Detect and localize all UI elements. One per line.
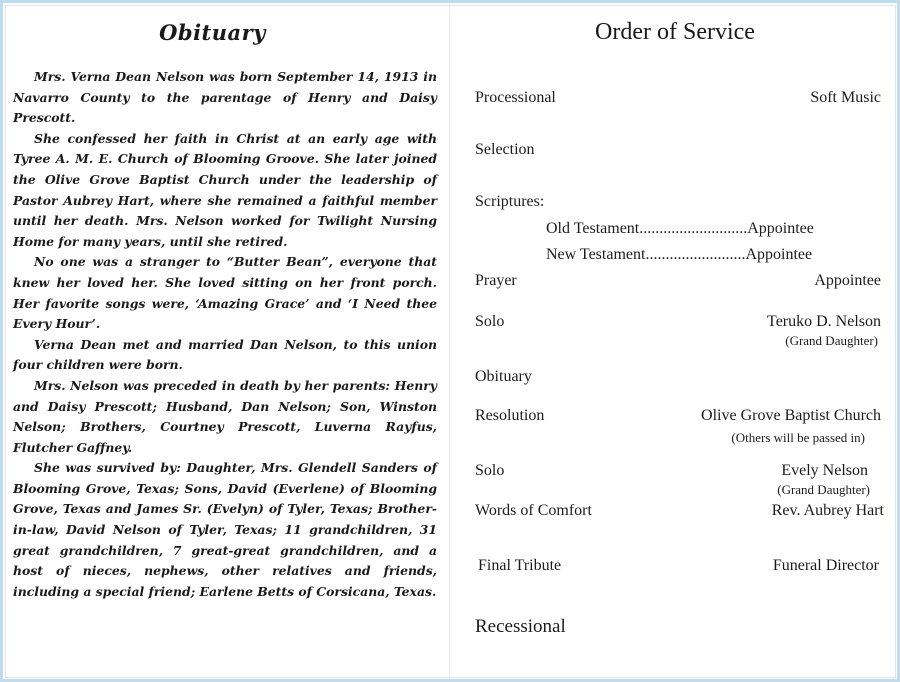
resolution-note: (Others will be passed in) [731,430,865,445]
center-fold [449,3,450,679]
obituary-paragraph: Mrs. Nelson was preceded in death by her parents: Henry and Daisy Prescott; Husband, Dan Nelson; Son, Winston Nelson; Brothers, Courtney Prescott, Luverna Rayfus, Flutcher Gaffney. [13,377,437,455]
final-tribute-label: Final Tribute [478,557,562,574]
old-testament-line: Old Testament...........................Appointee [546,220,814,237]
obituary-paragraph: Verna Dean met and married Dan Nelson, to this union four children were born. [13,336,437,373]
processional-value: Soft Music [810,89,881,106]
resolution-label: Resolution [475,407,545,424]
obituary-item-label: Obituary [475,368,532,385]
obituary-paragraph: No one was a stranger to “Butter Bean”, everyone that knew her loved her. She loved sitting on her front porch. Her favorite songs were, ‘Amazing Grace’ and ‘I Need thee Every Hour’. [13,254,437,332]
scriptures-label: Scriptures: [475,193,545,210]
obituary-paragraph: Mrs. Verna Dean Nelson was born September 14, 1913 in Navarro County to the parentage of Henry and Daisy Prescott. [13,69,437,126]
final-tribute-value: Funeral Director [772,557,879,574]
solo-relation-note: (Grand Daughter) [785,333,878,348]
solo-2-label: Solo [475,462,505,479]
order-of-service-title: Order of Service [595,19,755,45]
recessional-label: Recessional [475,616,566,637]
obituary-text [13,67,437,602]
solo-performer: Teruko D. Nelson [767,313,881,330]
solo-2-performer: Evely Nelson [781,462,868,479]
new-testament-line: New Testament.........................Appointee [546,246,813,263]
words-of-comfort-value: Rev. Aubrey Hart [771,502,884,519]
processional-label: Processional [475,89,556,106]
obituary-paragraph: She was survived by: Daughter, Mrs. Glendell Sanders of Blooming Grove, Texas; Sons, David (Everlene) of Blooming Grove, Texas and James Sr. (Evelyn) of Tyler, Texas; Brother-in-law, David Nelson of Tyler, Texas; 11 grandchildren, 31 great grandchildren, 7 great-great grandchildren, and a host of nieces, nephews, other relatives and friends, including a special friend; Earlene Betts of Corsicana, Texas. [13,460,437,599]
obituary-title: Obituary [159,20,266,45]
solo-label: Solo [475,313,505,330]
prayer-value: Appointee [814,272,881,289]
solo-2-relation-note: (Grand Daughter) [777,482,870,497]
words-of-comfort-label: Words of Comfort [475,502,592,519]
prayer-label: Prayer [475,272,517,289]
obituary-paragraph: She confessed her faith in Christ at an early age with Tyree A. M. E. Church of Blooming Groove. She later joined the Olive Grove Baptist Church under the leadership of Pastor Aubrey Hart, where she remained a faithful member until her death. Mrs. Nelson worked for Twilight Nursing Home for many years, until she retired. [13,130,437,249]
selection-label: Selection [475,141,535,158]
resolution-value: Olive Grove Baptist Church [701,407,881,424]
